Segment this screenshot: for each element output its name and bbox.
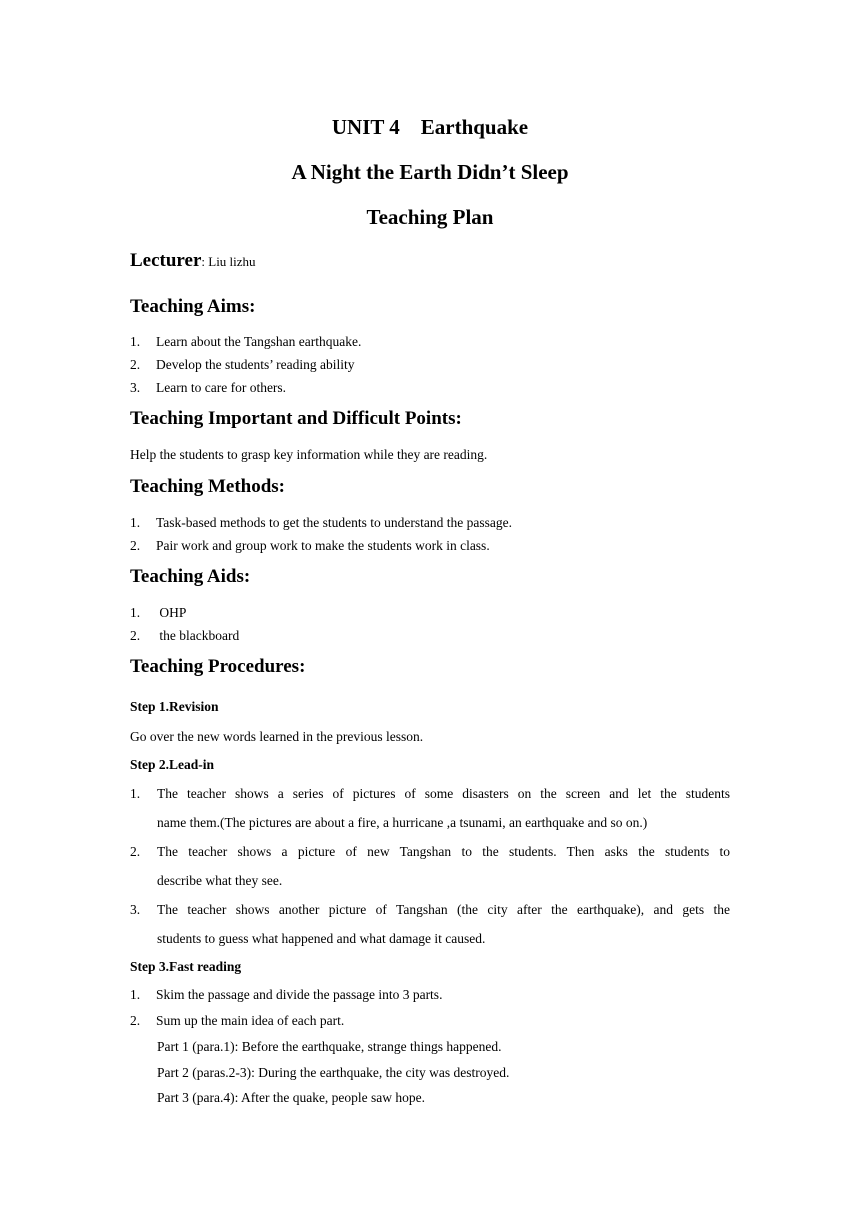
points-heading: Teaching Important and Difficult Points:	[130, 408, 462, 429]
list-item: 2. Sum up the main idea of each part.	[130, 1013, 345, 1028]
list-item: 3. Learn to care for others.	[130, 380, 287, 395]
aims-heading: Teaching Aims:	[130, 296, 256, 317]
list-item-line: The teacher shows another picture of Tangshan (the city after the earthquake), and gets the	[157, 902, 730, 917]
list-item: 2. Pair work and group work to make the students work in class.	[130, 538, 490, 553]
procedures-heading: Teaching Procedures:	[130, 656, 306, 677]
lecturer-line	[130, 250, 256, 272]
list-item-line: The teacher shows a picture of new Tangshan to the students. Then asks the students to	[157, 844, 730, 859]
list-item-line: name them.(The pictures are about a fire, a hurricane ,a tsunami, an earthquake and so on.)	[157, 815, 648, 830]
list-item-number: 1.	[130, 786, 141, 801]
list-item: 2. Develop the students’ reading ability	[130, 357, 355, 372]
list-item-number: 2.	[130, 844, 141, 859]
part-summary: Part 1 (para.1): Before the earthquake, strange things happened.	[157, 1039, 502, 1054]
part-summary: Part 2 (paras.2-3): During the earthquake, the city was destroyed.	[157, 1065, 510, 1080]
list-item: 1. Skim the passage and divide the passage into 3 parts.	[130, 987, 443, 1002]
methods-heading: Teaching Methods:	[130, 476, 286, 497]
unit-title: UNIT 4 Earthquake	[331, 115, 529, 139]
list-item-number: 3.	[130, 902, 141, 917]
aids-heading: Teaching Aids:	[130, 566, 251, 587]
list-item-line: students to guess what happened and what damage it caused.	[157, 931, 486, 946]
step1-text: Go over the new words learned in the previous lesson.	[130, 729, 424, 744]
lesson-title: A Night the Earth Didn’t Sleep	[291, 160, 569, 184]
list-item-line: describe what they see.	[157, 873, 283, 888]
lecturer-name: : Liu lizhu	[201, 254, 256, 269]
points-text: Help the students to grasp key information while they are reading.	[130, 447, 488, 462]
list-item: 1. Task-based methods to get the students to understand the passage.	[130, 515, 512, 530]
list-item: 1. OHP	[130, 605, 187, 620]
doc-title: Teaching Plan	[366, 205, 494, 229]
list-item: 1. Learn about the Tangshan earthquake.	[130, 334, 362, 349]
step-title: Step 2.Lead-in	[130, 757, 215, 772]
lecturer-label: Lecturer	[130, 250, 202, 271]
list-item: 2. the blackboard	[130, 628, 240, 643]
list-item-line: The teacher shows a series of pictures of some disasters on the screen and let the students	[157, 786, 730, 801]
step-title: Step 3.Fast reading	[130, 959, 242, 974]
part-summary: Part 3 (para.4): After the quake, people saw hope.	[157, 1090, 426, 1105]
step-title: Step 1.Revision	[130, 699, 219, 714]
